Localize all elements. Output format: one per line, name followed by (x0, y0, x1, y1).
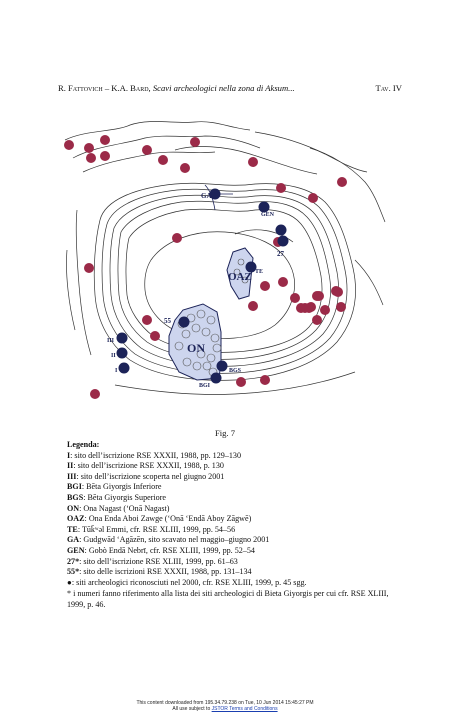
figure-caption: Fig. 7 (214, 428, 236, 438)
legend-key: BGS (67, 492, 84, 502)
site-dot (248, 157, 258, 167)
legend-key: OAZ (67, 514, 85, 524)
legend-key: BGI (67, 482, 82, 492)
site-dot (100, 135, 110, 145)
label-iii: III (107, 338, 115, 344)
legend-key: ● (67, 577, 72, 587)
legend-text: : Bēta Giyorgis Superiore (83, 492, 167, 502)
legend-item (67, 525, 397, 536)
site-dot-27 (278, 236, 289, 247)
site-dot (336, 302, 346, 312)
contour-line (115, 372, 355, 395)
header-citation (58, 83, 295, 93)
label-27: 27 (277, 250, 284, 258)
legend-item (67, 557, 397, 568)
site-dot (190, 137, 200, 147)
legend-text: : Tūk̄ʷəl Emmi, cfr. RSE XLIII, 1999, pp. 54–56 (77, 524, 236, 534)
site-dot (312, 315, 322, 325)
contour-line (255, 132, 367, 172)
legend-key: III (67, 471, 77, 481)
site-dot-bgs (217, 361, 228, 372)
legend-item (67, 546, 397, 557)
site-dot (142, 145, 152, 155)
legend-title: Legenda: (67, 440, 100, 449)
site-dot-55 (179, 317, 190, 328)
site-dot (100, 151, 110, 161)
terms-link[interactable]: JSTOR Terms and Conditions (211, 706, 278, 712)
legend-item (67, 472, 397, 483)
legend-key: ON (67, 503, 80, 513)
site-dot (308, 193, 318, 203)
legend-rows (67, 451, 397, 589)
legend-text: : siti archeologici riconosciuti nel 2000, cfr. RSE XLIII, 1999, p. 45 sgg. (71, 577, 307, 587)
label-bgi: BGI (199, 383, 211, 389)
legend-text: : sito dell’iscrizione RSE XXXII, 1988, pp. 129–130 (70, 450, 242, 460)
site-dot (64, 140, 74, 150)
legend-item (67, 514, 397, 525)
plate-number: Tav. IV (375, 83, 402, 93)
contour-line (355, 260, 383, 305)
contour-line (175, 147, 317, 174)
legend-item (67, 461, 397, 472)
site-dot-i (119, 363, 130, 374)
site-dot-ii (117, 348, 128, 359)
terms-line (0, 706, 450, 712)
site-dot (180, 163, 190, 173)
legend-text: : sito dell’iscrizione scoperta nel giugno 2001 (76, 471, 225, 481)
legend-text: : Gudgwād ‘Agāzēn, sito scavato nel maggio–giugno 2001 (79, 535, 270, 545)
header-title: Scavi archeologici nella zona di Aksum... (152, 83, 295, 93)
page-footer (0, 700, 450, 712)
legend-key: I (67, 450, 71, 460)
site-dot-gen (259, 202, 270, 213)
site-dot (276, 183, 286, 193)
site-dot (150, 331, 160, 341)
download-notice: This content downloaded from 195.34.79.238 on Tue, 10 Jun 2014 15:45:27 PM (136, 700, 314, 706)
label-gen: GEN (261, 212, 275, 218)
contour-line (310, 148, 385, 222)
header-authors: R. Fattovich – K.A. Bard, (58, 83, 151, 93)
label-te: TE (255, 269, 264, 275)
legend-key: 55* (67, 567, 80, 577)
site-dot-iii (117, 333, 128, 344)
site-dot (86, 153, 96, 163)
legend-key: GEN (67, 545, 85, 555)
legend-text: : Bēta Giyorgis Inferiore (81, 482, 162, 492)
contour-line (110, 195, 339, 366)
contour-line (76, 210, 91, 355)
contour-line (94, 183, 355, 380)
contour-line (126, 209, 322, 352)
site-dot (84, 143, 94, 153)
contour-line (102, 189, 347, 373)
legend-text: : Ona Nagast (‘Onā Nagast) (79, 503, 170, 513)
site-dot (320, 305, 330, 315)
site-dot (312, 291, 322, 301)
footnote: * i numeri fanno riferimento alla lista dei siti archeologici di Bieta Giyorgis per cui cfr. RSE XLIII, 1999, p. 46. (67, 589, 389, 609)
legend-item (67, 482, 397, 493)
legend-text: : Ona Enda Aboi Zawge (‘Onā ‘Endā Aboy Zāgwē) (84, 514, 252, 524)
legend-key: TE (67, 524, 78, 534)
site-dot (172, 233, 182, 243)
legend-text: : sito dell’iscrizione RSE XLIII, 1999, pp. 61–63 (79, 556, 238, 566)
site-dot (260, 375, 270, 385)
legend-key: GA (67, 535, 80, 545)
legend (67, 440, 397, 588)
legend-key: 27* (67, 556, 80, 566)
contour-line (66, 250, 75, 330)
legend-item (67, 567, 397, 578)
legend-item (67, 493, 397, 504)
label-bgs: BGS (229, 368, 242, 374)
label-55: 55 (164, 317, 171, 325)
site-dot (236, 377, 246, 387)
site-dot (304, 303, 314, 313)
site-dot (278, 277, 288, 287)
running-header (58, 83, 402, 93)
site-dot (333, 287, 343, 297)
site-dot (90, 389, 100, 399)
label-ii: II (111, 353, 116, 359)
site-dot-bgi (211, 373, 222, 384)
site-dot-gen-2 (276, 225, 287, 236)
legend-key: II (67, 461, 74, 471)
legend-item (67, 535, 397, 546)
legend-text: : Gobò Endā Nebrī, cfr. RSE XLIII, 1999, pp. 52–54 (84, 545, 255, 555)
site-dot (142, 315, 152, 325)
site-dot (290, 293, 300, 303)
legend-text: : sito dell’iscrizione RSE XXXII, 1988, p. 130 (73, 461, 224, 471)
label-ga: GA (201, 192, 212, 200)
terms-prefix: All use subject to (172, 706, 212, 712)
site-dot (337, 177, 347, 187)
site-dot (158, 155, 168, 165)
site-map (55, 110, 403, 412)
legend-item (67, 451, 397, 462)
label-oaz: OAZ (228, 271, 252, 283)
legend-text: : sito delle iscrizioni RSE XXXII, 1988, pp. 131–134 (79, 567, 252, 577)
site-dot (84, 263, 94, 273)
legend-item (67, 504, 397, 515)
site-dot (260, 281, 270, 291)
site-dot (248, 301, 258, 311)
label-on: ON (187, 341, 205, 355)
label-i: I (115, 368, 118, 374)
legend-item (67, 578, 397, 589)
